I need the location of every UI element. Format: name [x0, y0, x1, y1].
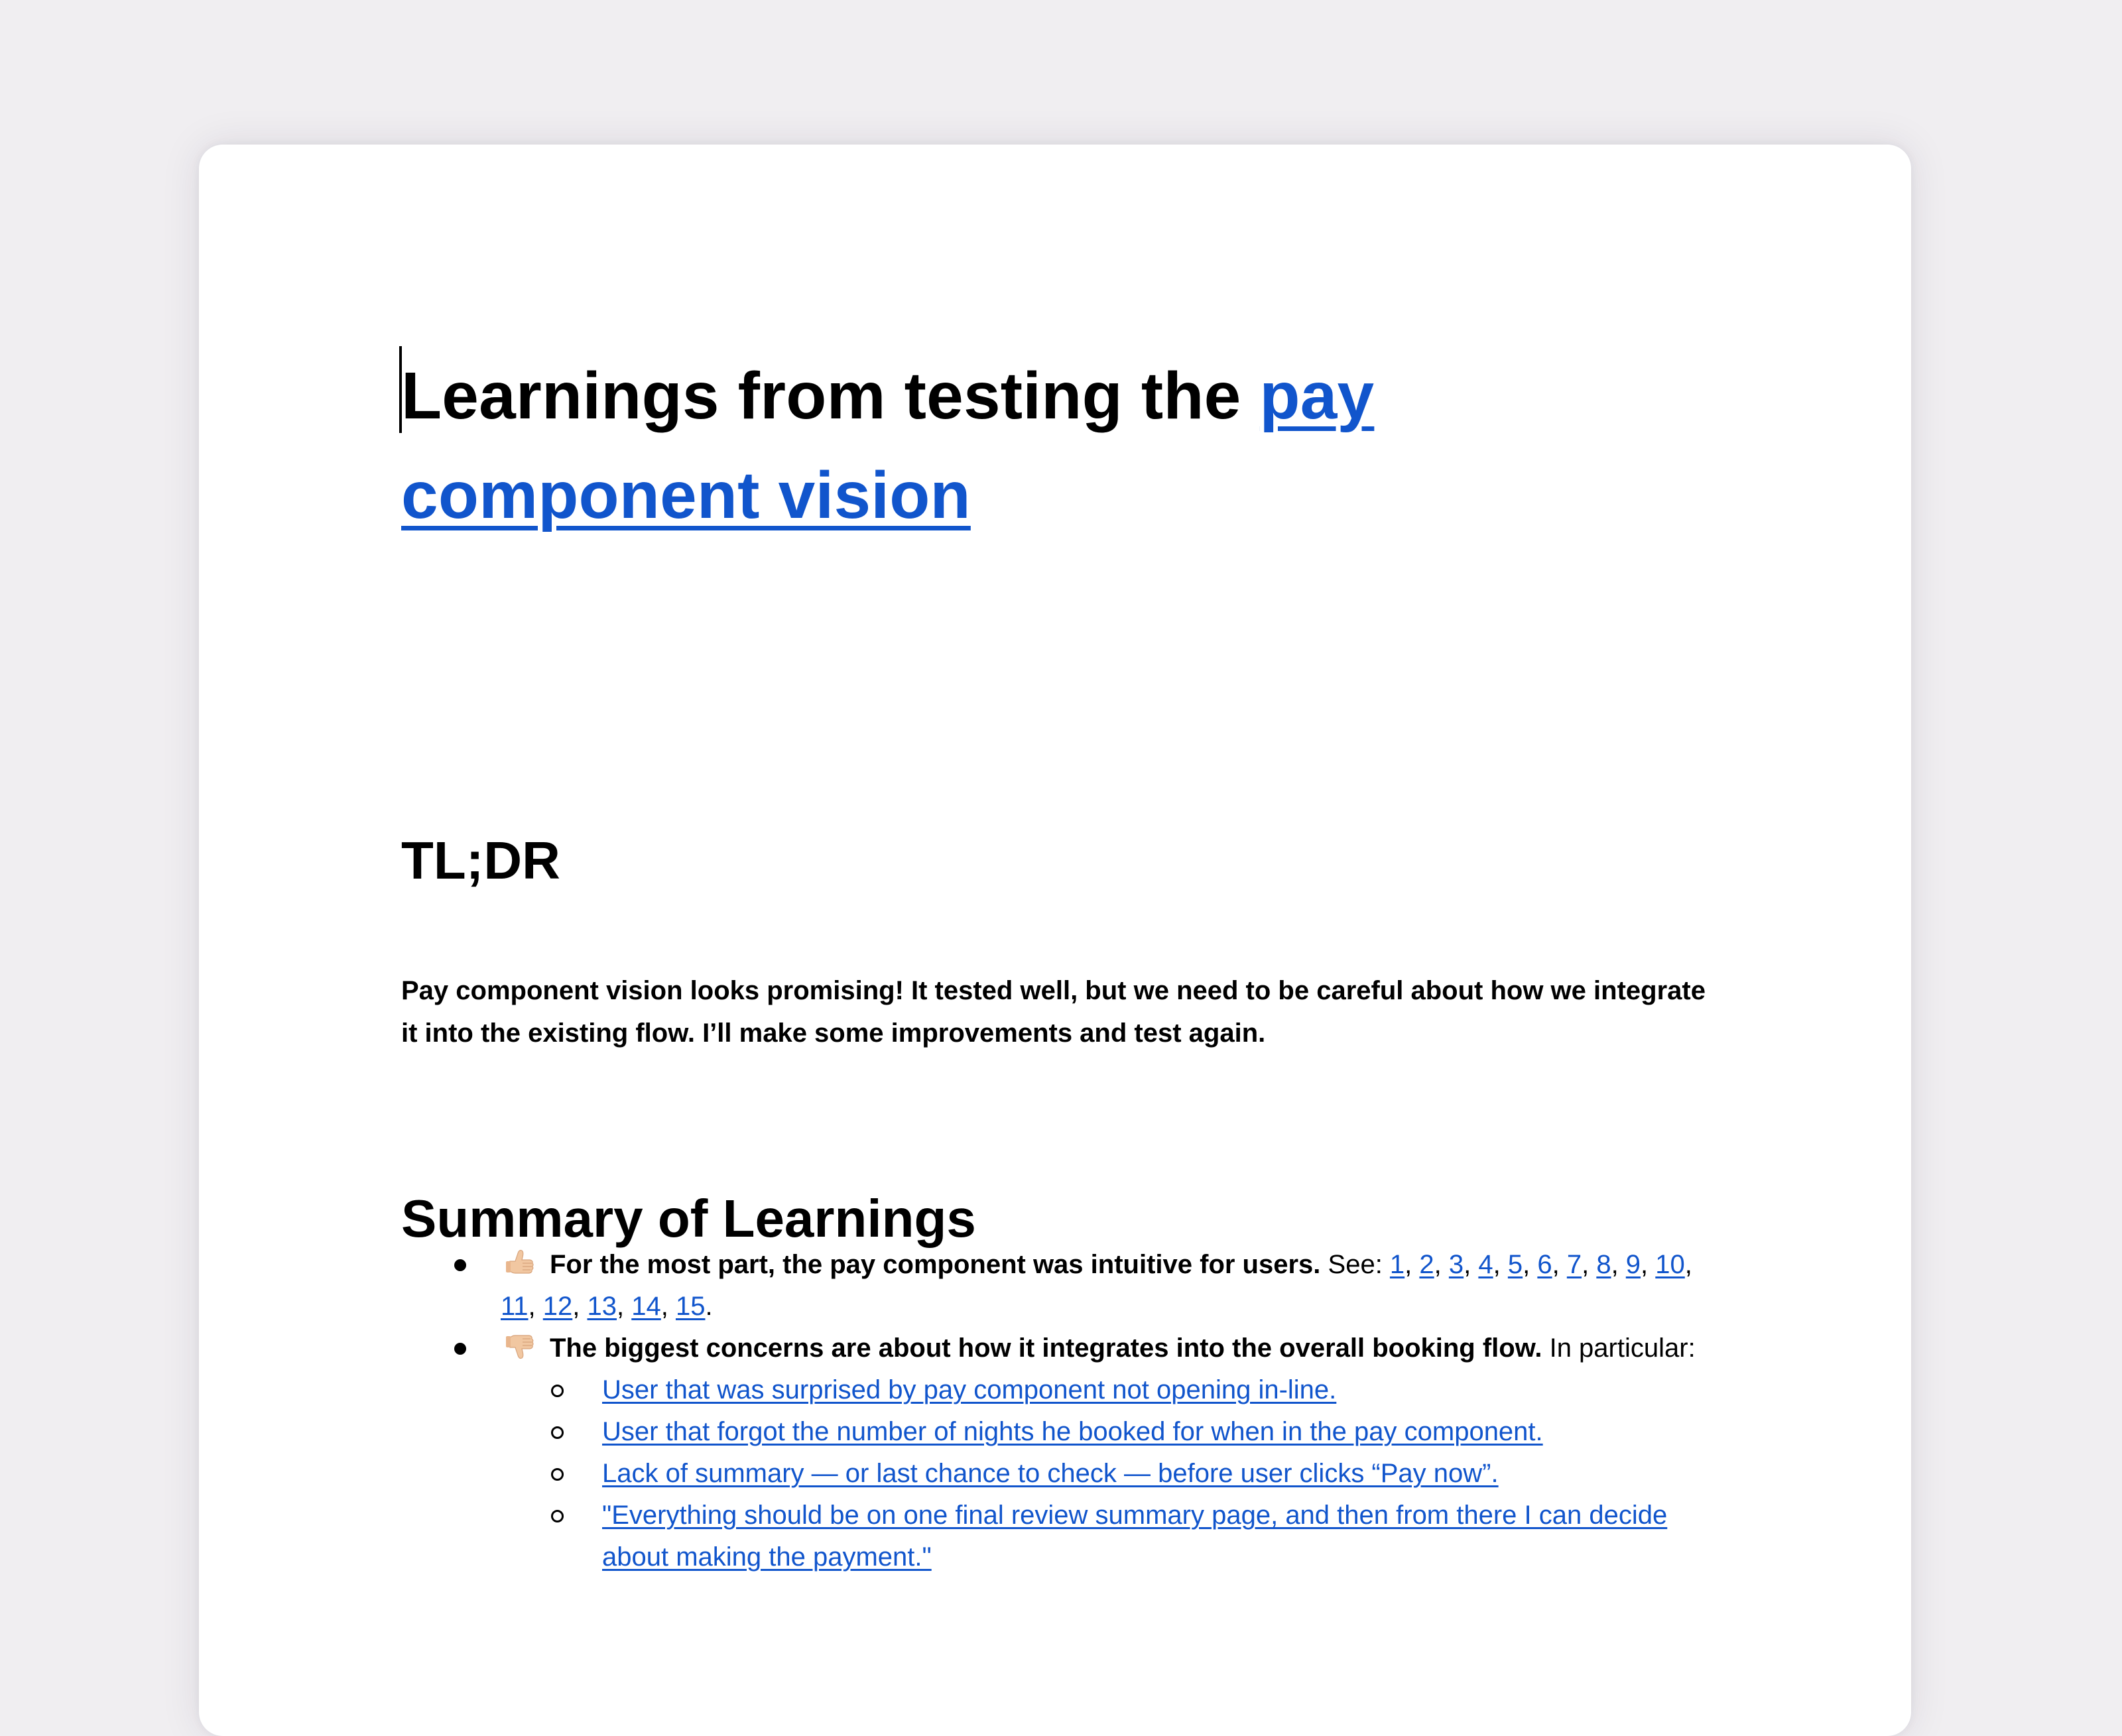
reference-link-5[interactable]: 5 [1507, 1250, 1523, 1279]
sub-list-item [501, 1369, 1711, 1411]
title-link-pay-component-vision[interactable]: pay component vision [401, 359, 1375, 532]
reference-link-1[interactable]: 1 [1389, 1250, 1405, 1279]
sub-list-item [501, 1495, 1711, 1578]
sub-list-item [501, 1411, 1711, 1453]
hollow-bullet-icon [551, 1510, 564, 1522]
summary-list [401, 1244, 1711, 1578]
reference-link-9[interactable]: 9 [1625, 1250, 1641, 1279]
reference-link-10[interactable]: 10 [1655, 1250, 1685, 1279]
hollow-bullet-icon [551, 1385, 564, 1397]
document-title [401, 346, 1711, 545]
concerns-summary-text: The biggest concerns are about how it integrates into the overall booking flow. [550, 1333, 1542, 1363]
sub-list-item [501, 1453, 1711, 1495]
bullet-icon [454, 1259, 466, 1271]
thumbs-up-icon [501, 1248, 538, 1277]
concerns-sublist [501, 1369, 1711, 1578]
reference-link-13[interactable]: 13 [587, 1292, 617, 1321]
reference-link-8[interactable]: 8 [1596, 1250, 1611, 1279]
in-particular-label: In particular: [1542, 1333, 1696, 1363]
title-text: Learnings from testing the [401, 359, 1260, 433]
hollow-bullet-icon [551, 1426, 564, 1439]
reference-link-6[interactable]: 6 [1537, 1250, 1552, 1279]
concern-link-in-line[interactable]: User that was surprised by pay component not opening in-line. [602, 1375, 1337, 1404]
reference-link-12[interactable]: 12 [542, 1292, 573, 1321]
reference-link-3[interactable]: 3 [1448, 1250, 1464, 1279]
reference-link-15[interactable]: 15 [675, 1292, 706, 1321]
concern-link-nights[interactable]: User that forgot the number of nights he booked for when in the pay component. [602, 1417, 1543, 1446]
concern-link-summary[interactable]: Lack of summary — or last chance to check — before user clicks “Pay now”. [602, 1459, 1499, 1488]
document-page [199, 145, 1911, 1736]
concern-link-review-page[interactable]: "Everything should be on one final review summary page, and then from there I can decide about making the payment." [602, 1501, 1668, 1572]
reference-link-7[interactable]: 7 [1566, 1250, 1582, 1279]
reference-link-14[interactable]: 14 [631, 1292, 661, 1321]
see-label: See: [1320, 1250, 1390, 1279]
reference-link-2[interactable]: 2 [1419, 1250, 1434, 1279]
hollow-bullet-icon [551, 1468, 564, 1481]
tldr-heading: TL;DR [401, 831, 560, 890]
tldr-paragraph: Pay component vision looks promising! It tested well, but we need to be careful about how we integrate it into the existing flow. I’ll make some improvements and test again. [401, 976, 1706, 1048]
summary-heading: Summary of Learnings [401, 1189, 976, 1248]
reference-link-4[interactable]: 4 [1478, 1250, 1493, 1279]
thumbs-down-icon [501, 1332, 538, 1361]
intuitive-summary-text: For the most part, the pay component was intuitive for users. [550, 1250, 1321, 1279]
list-item-concerns [401, 1328, 1711, 1578]
period: . [705, 1292, 713, 1321]
reference-link-11[interactable]: 11 [501, 1292, 529, 1321]
bullet-icon [454, 1343, 466, 1355]
list-item-intuitive: For the most part, the pay component was intuitive for users. See: 1, 2, 3, 4, 5, 6, 7, 8, 9, 10, 11, 12, 13, 14, 15. [401, 1244, 1711, 1328]
